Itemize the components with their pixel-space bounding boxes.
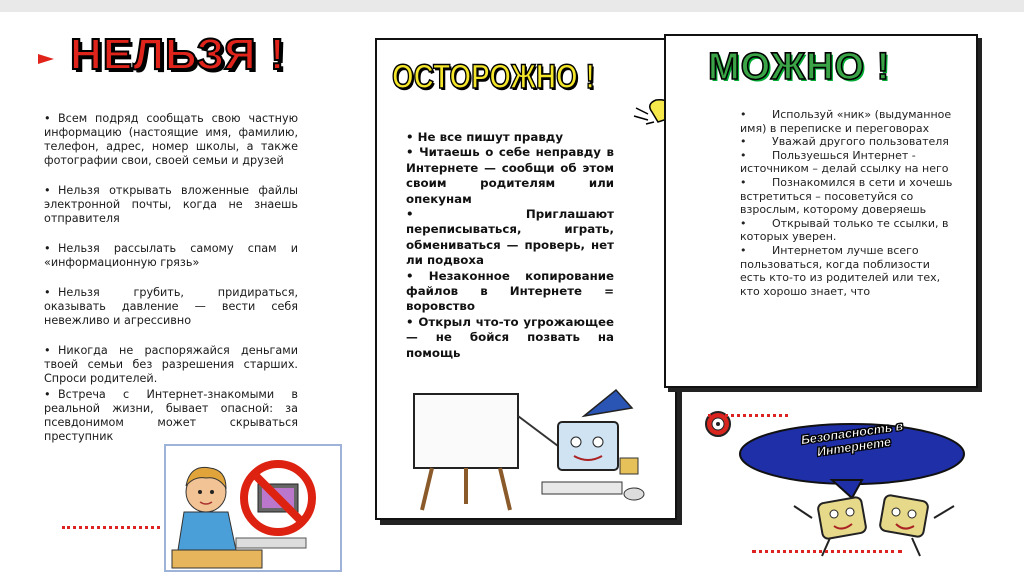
list-item: • Нельзя открывать вложенные файлы электронной почты, когда не знаешь отправителя xyxy=(44,184,298,225)
list-item: • Нельзя грубить, придираться, оказывать давление — вести себя невежливо и агрессивно xyxy=(44,286,298,327)
list-item: • Используй «ник» (выдуманное имя) в переписке и переговорах xyxy=(740,108,952,135)
list-item: • Читаешь о себе неправду в Интернете — сообщи об этом своим родителям или опекунам xyxy=(406,145,614,206)
forbidden-list xyxy=(44,112,298,446)
bullet-icon: • xyxy=(44,184,51,197)
list-item: • Приглашают переписываться, играть, обмениваться — проверь, нет ли подвоха xyxy=(406,207,614,268)
bullet-icon: • xyxy=(44,242,51,255)
list-item: • Открыл что-то угрожающее — не бойся позвать на помощь xyxy=(406,314,614,360)
list-item: • Встреча с Интернет-знакомыми в реальной жизни, бывает опасной: за псевдонимом может скрываться преступник xyxy=(44,388,298,443)
safety-badge-text: Безопасность в Интернете xyxy=(800,418,904,460)
list-item: • Уважай другого пользователя xyxy=(740,135,949,149)
child-computer-illustration xyxy=(164,444,342,572)
caution-title: ОСТОРОЖНО ! xyxy=(392,58,595,96)
bullet-icon: • xyxy=(740,243,747,257)
allowed-list xyxy=(740,108,954,298)
bullet-icon: • xyxy=(44,344,51,357)
arrow-icon xyxy=(38,54,54,64)
bullet-icon: • xyxy=(44,112,51,125)
list-item: • Пользуешься Интернет - источником – делай ссылку на него xyxy=(740,148,949,176)
list-item: • Незаконное копирование файлов в Интернете = воровство xyxy=(406,268,614,314)
list-item: • Всем подряд сообщать свою частную информацию (настоящие имя, фамилию, телефон, адрес, номер школы, а также фотографии свои, своей семьи и друзей xyxy=(44,112,298,167)
allowed-title: МОЖНО ! xyxy=(708,46,891,88)
top-bar xyxy=(0,0,1024,12)
bullet-icon: • xyxy=(740,108,747,121)
dotted-divider xyxy=(708,414,788,417)
list-item: • Интернетом лучше всего пользоваться, когда поблизости есть кто-то из родителей или тех, кто хорошо знает, что xyxy=(740,243,941,298)
list-item: • Нельзя рассылать самому спам и «информационную грязь» xyxy=(44,242,298,269)
bullet-icon: • xyxy=(740,135,747,149)
list-item: • Открывай только те ссылки, в которых уверен. xyxy=(740,216,949,244)
bullet-icon: • xyxy=(740,216,747,230)
bullet-icon: • xyxy=(44,286,51,299)
dotted-divider xyxy=(62,526,160,529)
child-computer-icon xyxy=(166,446,340,570)
dotted-divider xyxy=(752,550,902,553)
bullet-icon: • xyxy=(740,175,747,189)
teacher-computer-illustration xyxy=(408,386,652,512)
forbidden-title: НЕЛЬЗЯ ! xyxy=(70,30,286,79)
list-item: • Никогда не распоряжайся деньгами твоей семьи без разрешения старших. Спроси родителей. xyxy=(44,344,298,385)
list-item: • Познакомился в сети и хочешь встретиться – посоветуйся со взрослым, которому доверяешь xyxy=(740,175,953,217)
list-item: • Не все пишут правду xyxy=(406,130,564,144)
bullet-icon: • xyxy=(44,388,51,401)
caution-list xyxy=(406,130,614,361)
bullet-icon: • xyxy=(740,148,747,162)
internet-safety-illustration xyxy=(702,398,992,564)
